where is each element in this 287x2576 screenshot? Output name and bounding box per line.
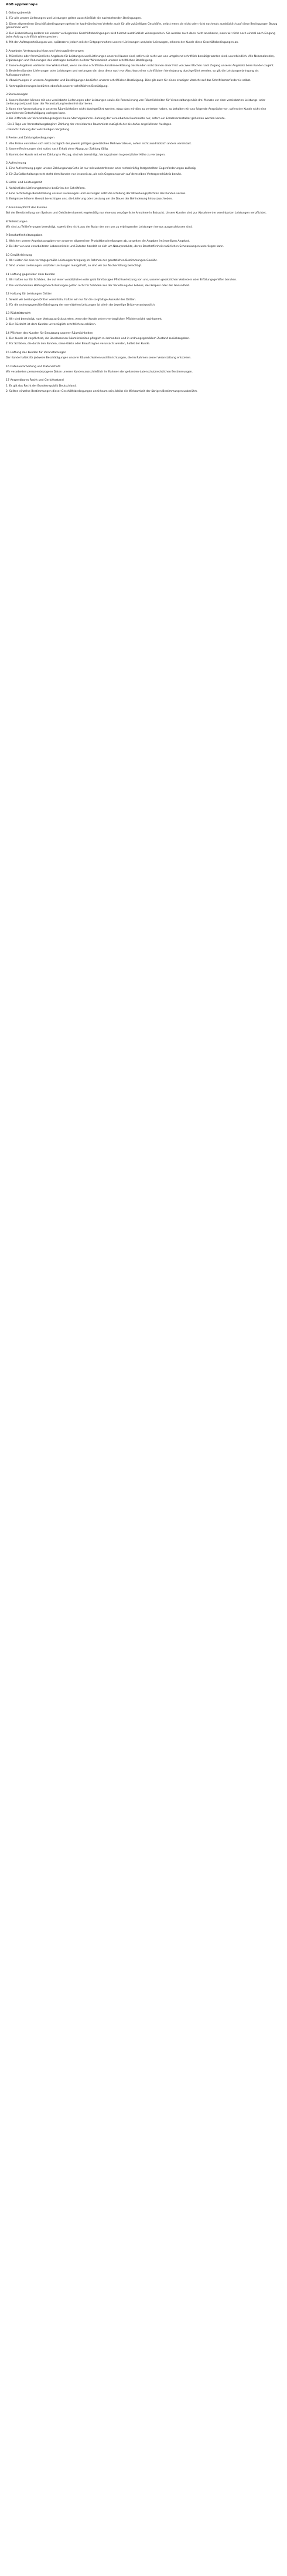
section-paragraph: 1. Alle Preise verstehen sich netto zuzüglich der jeweils gültigen gesetzlichen Mehrwertsteuer, sofern nicht ausdrücklich anders vereinbart.	[6, 142, 192, 145]
section-paragraph: 1. Wir haften nur für Schäden, die auf einer vorsätzlichen oder grob fahrlässigen Pflichtverletzung von uns, unseren gesetzlichen Vertretern oder Erfüllungsgehilfen beruhen.	[6, 279, 237, 282]
section-heading: 2 Angebote, Vertragsabschluss und Vertragsänderungen	[6, 49, 84, 53]
section-paragraph: 4. Mit der Auftragserteilung an uns, spätestens jedoch mit der Entgegennahme unserer Lieferungen und/oder Leistungen, erkennt der Kunde diese Geschäftsbedingungen an.	[6, 41, 239, 45]
section-paragraph: 1. Unsere Kunden können mit uns vereinbarte Lieferungen oder Leistungen sowie die Reservierung von Räumlichkeiten für Veranstaltungen bis drei Monate vor dem vereinbarten Leistungs- oder Lieferungszeitpunkt bzw. der Veranstaltung kostenfrei stornieren.	[6, 99, 265, 106]
section-paragraph: 3. Kommt der Kunde mit einer Zahlung in Verzug, sind wir berechtigt, Verzugszinsen in gesetzlicher Höhe zu verlangen.	[6, 153, 166, 157]
section-paragraph: 1. Für alle unsere Lieferungen und Leistungen gelten ausschließlich die nachstehenden Bedingungen.	[6, 17, 142, 21]
section-paragraph: 3. Der Einbeziehung anderer als unserer vorliegenden Geschäftsbedingungen wird hiermit ausdrücklich widersprochen. Sie werden auch dann nicht anerkannt, wenn wir nicht noch einmal nach Eingang beim Auftrag schriftlich widersprechen.	[6, 32, 275, 39]
section-paragraph: 2. Für Schäden, die durch den Kunden, seine Gäste oder Beauftragten verursacht werden, haftet der Kunde.	[6, 343, 151, 346]
section	[6, 50, 281, 89]
section-paragraph: 1. Weichen unsere Angebotsangaben von unseren allgemeinen Produktbeschreibungen ab, so gelten die Angaben im jeweiligen Angebot.	[6, 239, 190, 243]
section-paragraph: Der Kunde haftet für jedwede Beschädigungen unserer Räumlichkeiten und Einrichtungen, die im Rahmen seiner Veranstaltung entstehen.	[6, 357, 192, 360]
section-heading: 16 Datenverarbeitung und Datenschutz	[6, 365, 61, 368]
section	[6, 12, 281, 45]
section-paragraph: 1. Wir leisten für eine vertragsgemäße Leistungserbringung im Rahmen der gesetzlichen Bestimmungen Gewähr.	[6, 259, 158, 263]
section	[6, 93, 281, 132]
section	[6, 221, 281, 230]
section-heading: 7 Annahmepflicht des Kunden	[6, 206, 47, 209]
section-heading: 14 Pflichten des Kunden für Benutzung unserer Räumlichkeiten	[6, 331, 93, 335]
section-paragraph: Wir sind zu Teillieferungen berechtigt, soweit dies nicht aus der Natur der von uns zu erbringenden Leistungen heraus ausgeschlossen sind.	[6, 226, 193, 229]
section-paragraph: 4. Abweichungen in unseren Angeboten und Bestätigungen bedürfen unserer schriftlichen Bestätigung. Dies gilt auch für einen etwaigen Verzicht auf das Schriftformerfordernis selbst.	[6, 79, 251, 83]
section	[6, 254, 281, 269]
section-paragraph: Wir verarbeiten personenbezogene Daten unserer Kunden ausschließlich im Rahmen der geltenden datenschutzrechtlichen Bestimmungen.	[6, 370, 193, 374]
sections-container	[6, 12, 281, 394]
section	[6, 293, 281, 307]
section-paragraph: - Danach: Zahlung der vollständigen Vergütung.	[6, 128, 70, 131]
section-paragraph: 2. Diese allgemeinen Geschäftsbedingungen gelten im kaufmännischen Verkehr auch für alle zukünftigen Geschäfte, selbst wenn sie nicht oder nicht nochmals ausdrücklich auf diese Bedingungen Bezug genommen wird.	[6, 22, 278, 30]
section	[6, 137, 281, 157]
section-paragraph: 1. Der Kunde ist verpflichtet, die überlassenen Räumlichkeiten pfleglich zu behandeln und in ordnungsgemäßem Zustand zurückzugeben.	[6, 337, 190, 340]
section	[6, 181, 281, 202]
section-heading: 4 Preise und Zahlungsbedingungen	[6, 137, 55, 140]
section-paragraph: 2. Für die ordnungsgemäße Erbringung der vermittelten Leistungen ist allein der jeweilige Dritte verantwortlich.	[6, 303, 156, 307]
agb-document	[0, 0, 287, 399]
section-heading: 3 Stornierungen	[6, 93, 28, 97]
section	[6, 162, 281, 177]
section-paragraph: 3. Ereignisse höherer Gewalt berechtigen uns, die Lieferung oder Leistung um die Dauer der Behinderung hinauszuschieben.	[6, 198, 173, 201]
section	[6, 273, 281, 288]
section-paragraph: 2. Der Rücktritt ist dem Kunden unverzüglich schriftlich zu erklären.	[6, 323, 97, 327]
section-paragraph: 2. Kann eine Veranstaltung in unseren Räumlichkeiten nicht durchgeführt werden, etwa dass wir dies zu vertreten haben, so behalten wir uns folgende Ansprüche vor, sofern der Kunde nicht eine ausreichende Entschuldigung vorlegen kann.	[6, 108, 266, 115]
section-heading: 8 Teilleistungen	[6, 220, 28, 223]
section-paragraph: 3. Bestellen Kunden Lieferungen oder Leistungen und verlangen sie, dass diese noch vor Abschluss einer schriftlichen Vereinbarung durchgeführt werden, so gilt die Leistungserbringung als Auftragsannahme.	[6, 70, 259, 77]
section	[6, 332, 281, 347]
section-paragraph: 2. Bei der von uns verarbeiteten Lebensmitteln und Zutaten handelt es sich um Naturprodukte, deren Beschaffenheit natürlichen Schwankungen unterliegen kann.	[6, 245, 224, 249]
section-heading: 15 Haftung des Kunden für Veranstaltungen	[6, 351, 67, 354]
section-heading: 9 Beschaffenheitsangaben	[6, 234, 43, 238]
section-heading: 6 Liefer- und Leistungszeit	[6, 181, 42, 185]
section	[6, 351, 281, 361]
section-paragraph: 2. Sollten einzelne Bestimmungen dieser Geschäftsbedingungen unwirksam sein, bleibt die Wirksamkeit der übrigen Bestimmungen unberührt.	[6, 390, 198, 394]
section-paragraph: 1. Eine Aufrechnung gegen unsere Zahlungsansprüche ist nur mit unbestrittenen oder rechtskräftig festgestellten Gegenforderungen zulässig.	[6, 167, 197, 171]
section-paragraph: 5. Vertragsänderungen bedürfen ebenfalls unserer schriftlichen Bestätigung.	[6, 84, 108, 88]
section-heading: 10 Gewährleistung	[6, 253, 32, 257]
section	[6, 312, 281, 327]
section-paragraph: 2. Unsere Angebote verlieren ihre Wirksamkeit, wenn sie eine schriftliche Annahmeerklärung des Kunden nicht binnen einer Frist von zwei Wochen nach Zugang unseres Angebots beim Kunden zugeht.	[6, 65, 275, 68]
section	[6, 234, 281, 249]
section-heading: 1 Geltungsbereich	[6, 12, 31, 15]
section-heading: 17 Anwendbares Recht und Gerichtsstand	[6, 379, 64, 382]
section-paragraph: 1. Es gilt das Recht der Bundesrepublik Deutschland.	[6, 384, 77, 388]
document-title: AGB applienhope	[6, 3, 38, 6]
section	[6, 365, 281, 375]
section-paragraph: - Bis 3 Tage vor Veranstaltungsbeginn: Zahlung der vereinbarten Raummiete zuzüglich der bis dahin angefallenen Auslagen.	[6, 123, 172, 126]
section	[6, 206, 281, 216]
section-heading: 13 Rücktrittsrecht	[6, 312, 31, 316]
section-paragraph: 2. Sind unsere Lieferungen und/oder Leistungen mangelhaft, so sind wir zur Nacherfüllung berechtigt.	[6, 265, 142, 268]
section-heading: 5 Aufrechnung	[6, 161, 26, 165]
section-paragraph: 2. Die vorstehenden Haftungsbeschränkungen gelten nicht für Schäden aus der Verletzung des Lebens, des Körpers oder der Gesundheit.	[6, 284, 190, 287]
section-paragraph: 1. Wir sind berechtigt, vom Vertrag zurückzutreten, wenn der Kunde seinen vertraglichen Pflichten nicht nachkommt.	[6, 317, 163, 321]
section	[6, 379, 281, 394]
section-paragraph: 1. Verbindliche Lieferungstermine bedürfen der Schriftform.	[6, 187, 86, 190]
section-paragraph: 2. Unsere Rechnungen sind sofort nach Erhalt ohne Abzug zur Zahlung fällig.	[6, 148, 109, 151]
section-paragraph: Bei der Bereitstellung von Speisen und Getränken kommt regelmäßig nur eine uns verzögerliche Annahme in Betracht. Unsere Kunden sind zur Abnahme der vereinbarten Leistungen verpflichtet.	[6, 212, 267, 215]
section-paragraph: 1. Mündliche oder fernmündliche Angebote für Leistungen und Lieferungen unseres Hauses sind, sofern sie nicht von uns umgehend schriftlich bestätigt worden sind, unverbindlich. Alle Nebenabreden, Ergänzungen und Änderungen des Vertrages bedürfen zu ihrer Wirksamkeit unserer schriftlichen Bestätigung.	[6, 55, 275, 62]
section-paragraph: 2. Eine rechtzeitige Bereitstellung unserer Lieferungen und Leistungen setzt die Erfüllung der Mitwirkungspflichten des Kunden voraus.	[6, 192, 186, 195]
section-heading: 12 Haftung für Leistungen Dritter	[6, 293, 52, 296]
section-heading: 11 Haftung gegenüber dem Kunden	[6, 273, 56, 276]
section-paragraph: 2. Ein Zurückbehaltungsrecht steht dem Kunden nur insoweit zu, als sein Gegenanspruch auf demselben Vertragsverhältnis beruht.	[6, 172, 182, 176]
section-paragraph: 3. Bis 3 Monate vor Veranstaltungsbeginn: keine Stornogebühren. Zahlung der vereinbarten Raummiete nur, sofern ein Ersatzveranstalter gefunden werden konnte.	[6, 117, 226, 121]
section-paragraph: 1. Soweit wir Leistungen Dritter vermitteln, haften wir nur für die sorgfältige Auswahl des Dritten.	[6, 298, 136, 301]
